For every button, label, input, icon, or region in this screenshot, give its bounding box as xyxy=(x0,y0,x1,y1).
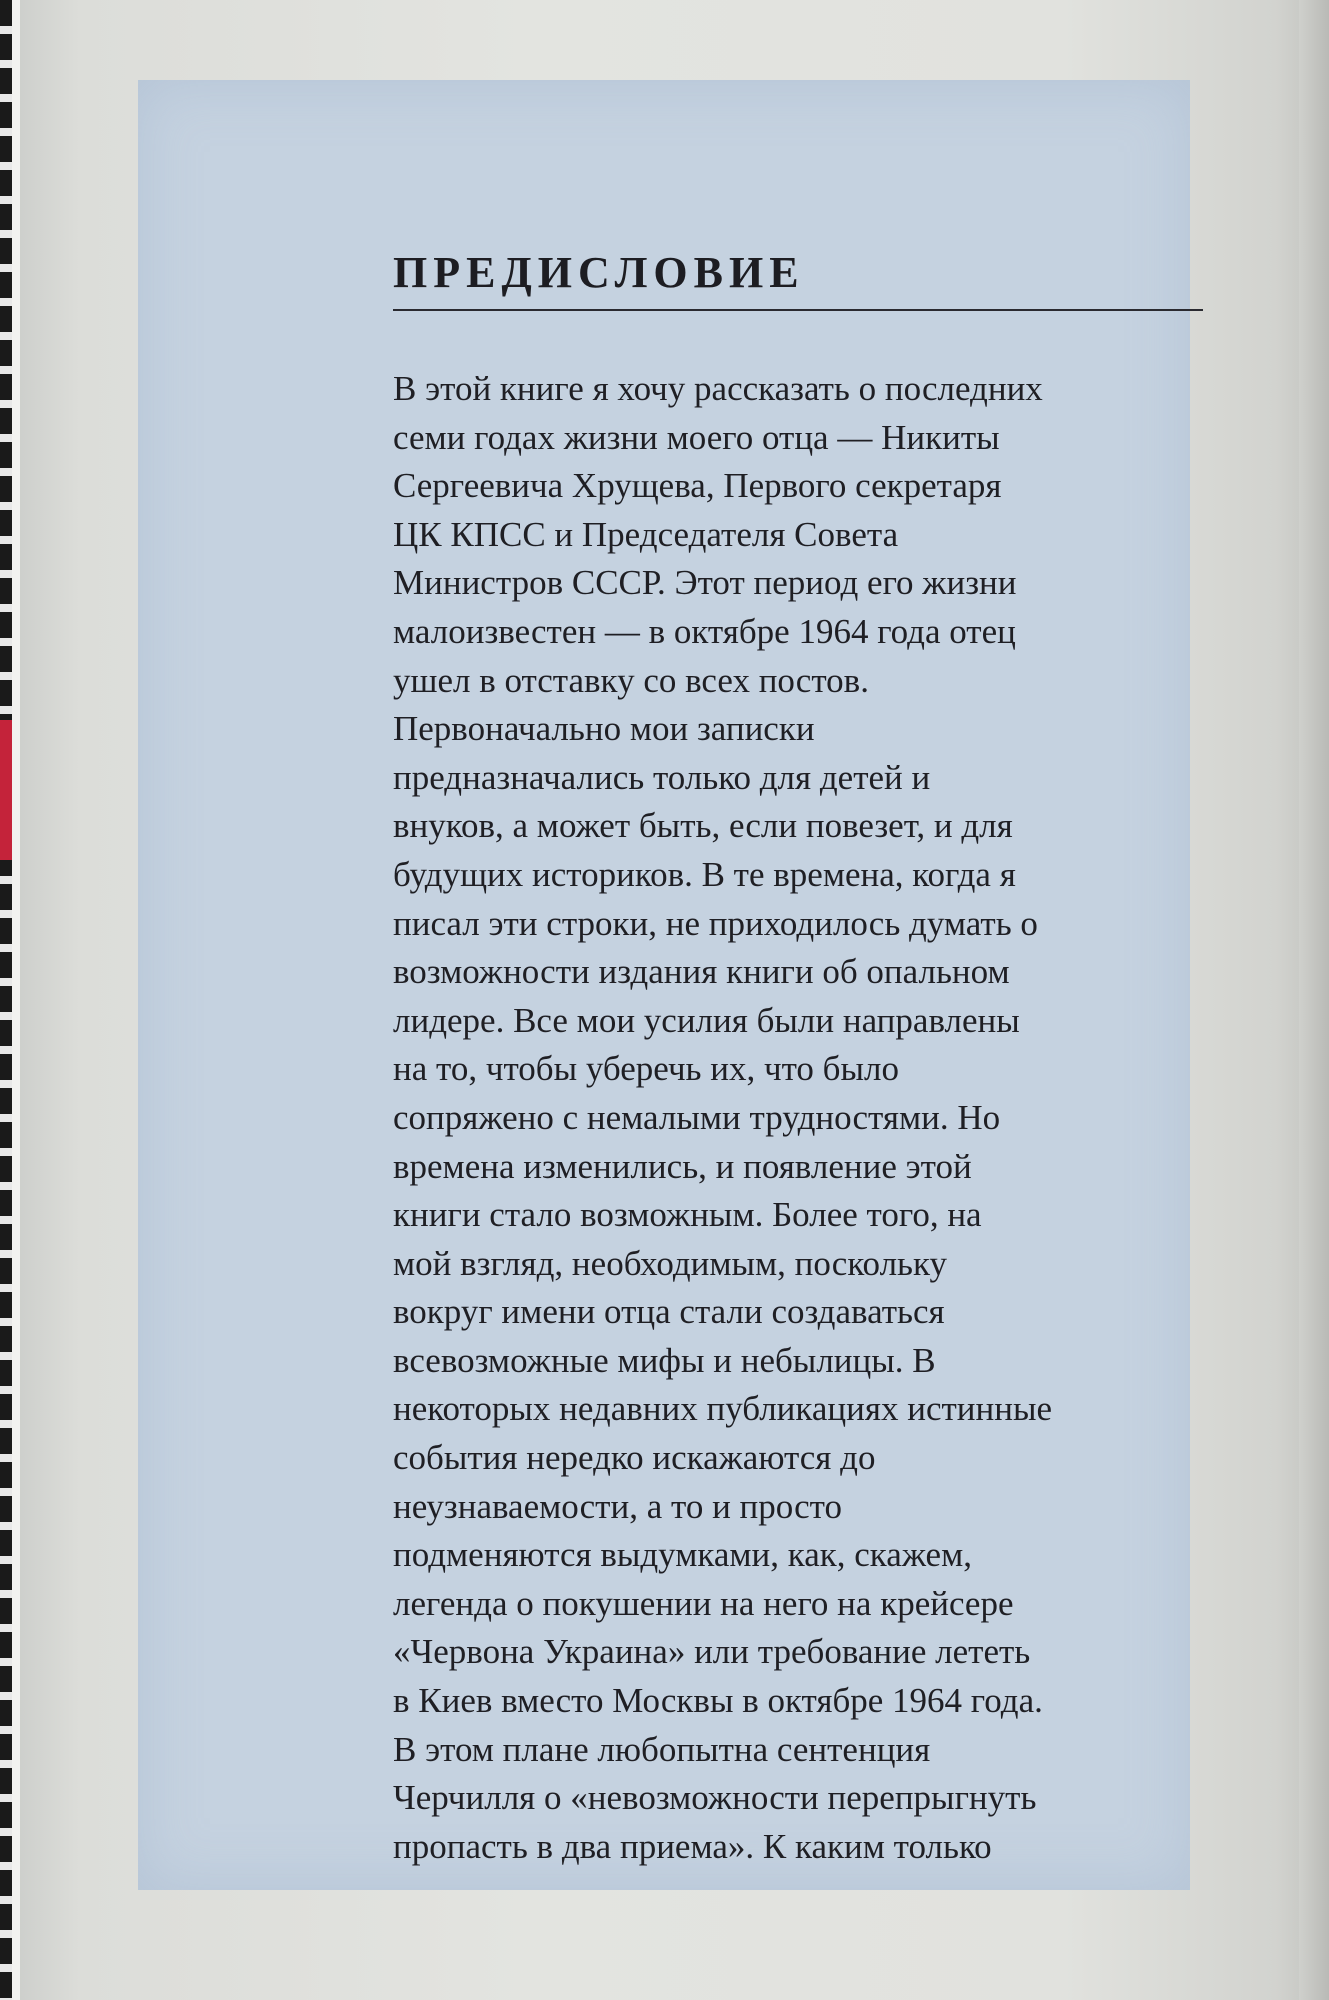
preface-body xyxy=(393,365,1213,1871)
text-line: писал эти строки, не приходилось думать о xyxy=(393,903,1038,943)
text-line: Черчилля о «невозможности перепрыгнуть xyxy=(393,1778,1037,1818)
title-underline xyxy=(393,309,1203,311)
chapter-title: ПРЕДИСЛОВИЕ xyxy=(393,248,805,297)
text-line: ушел в отставку со всех постов. xyxy=(393,660,869,700)
text-line: ЦК КПСС и Председателя Совета xyxy=(393,514,899,554)
text-line: мой взгляд, необходимым, поскольку xyxy=(393,1243,948,1283)
page-edge-left xyxy=(12,0,20,2000)
text-line: В этом плане любопытна сентенция xyxy=(393,1729,931,1769)
text-line: малоизвестен — в октябре 1964 года отец xyxy=(393,611,1016,651)
book-spine-accent xyxy=(0,720,12,860)
text-line: неузнаваемости, а то и просто xyxy=(393,1486,843,1526)
text-line: В этой книге я хочу рассказать о последних xyxy=(393,369,1043,408)
text-line: «Червона Украина» или требование лететь xyxy=(393,1632,1031,1672)
text-line: времена изменились, и появление этой xyxy=(393,1146,972,1186)
text-line: Сергеевича Хрущева, Первого секретаря xyxy=(393,466,1002,506)
text-line: на то, чтобы уберечь их, что было xyxy=(393,1049,899,1089)
text-line: вокруг имени отца стали создаваться xyxy=(393,1292,945,1332)
text-line: Первоначально мои записки xyxy=(393,709,815,749)
text-line: возможности издания книги об опальном xyxy=(393,952,1010,992)
text-line: предназначались только для детей и xyxy=(393,757,931,797)
preface-text-block xyxy=(393,245,1213,1871)
text-line: лидере. Все мои усилия были направлены xyxy=(393,1000,1020,1040)
book-spine-edge xyxy=(0,0,12,2000)
text-line: будущих историков. В те времена, когда я xyxy=(393,854,1016,894)
text-line: события нередко искажаются до xyxy=(393,1438,876,1478)
text-line: Министров СССР. Этот период его жизни xyxy=(393,563,1017,603)
text-line: семи годах жизни моего отца — Никиты xyxy=(393,417,1000,457)
text-line: некоторых недавних публикациях истинные xyxy=(393,1389,1053,1429)
text-line: в Киев вместо Москвы в октябре 1964 года. xyxy=(393,1681,1043,1721)
text-line: легенда о покушении на него на крейсере xyxy=(393,1583,1014,1623)
text-line: книги стало возможным. Более того, на xyxy=(393,1195,982,1235)
text-line: подменяются выдумками, как, скажем, xyxy=(393,1535,972,1575)
text-line: всевозможные мифы и небылицы. В xyxy=(393,1340,936,1380)
text-line: сопряжено с немалыми трудностями. Но xyxy=(393,1097,1001,1137)
page-edge-right xyxy=(1299,0,1329,2000)
text-line: пропасть в два приема». К каким только xyxy=(393,1826,992,1866)
text-line: внуков, а может быть, если повезет, и для xyxy=(393,806,1013,846)
